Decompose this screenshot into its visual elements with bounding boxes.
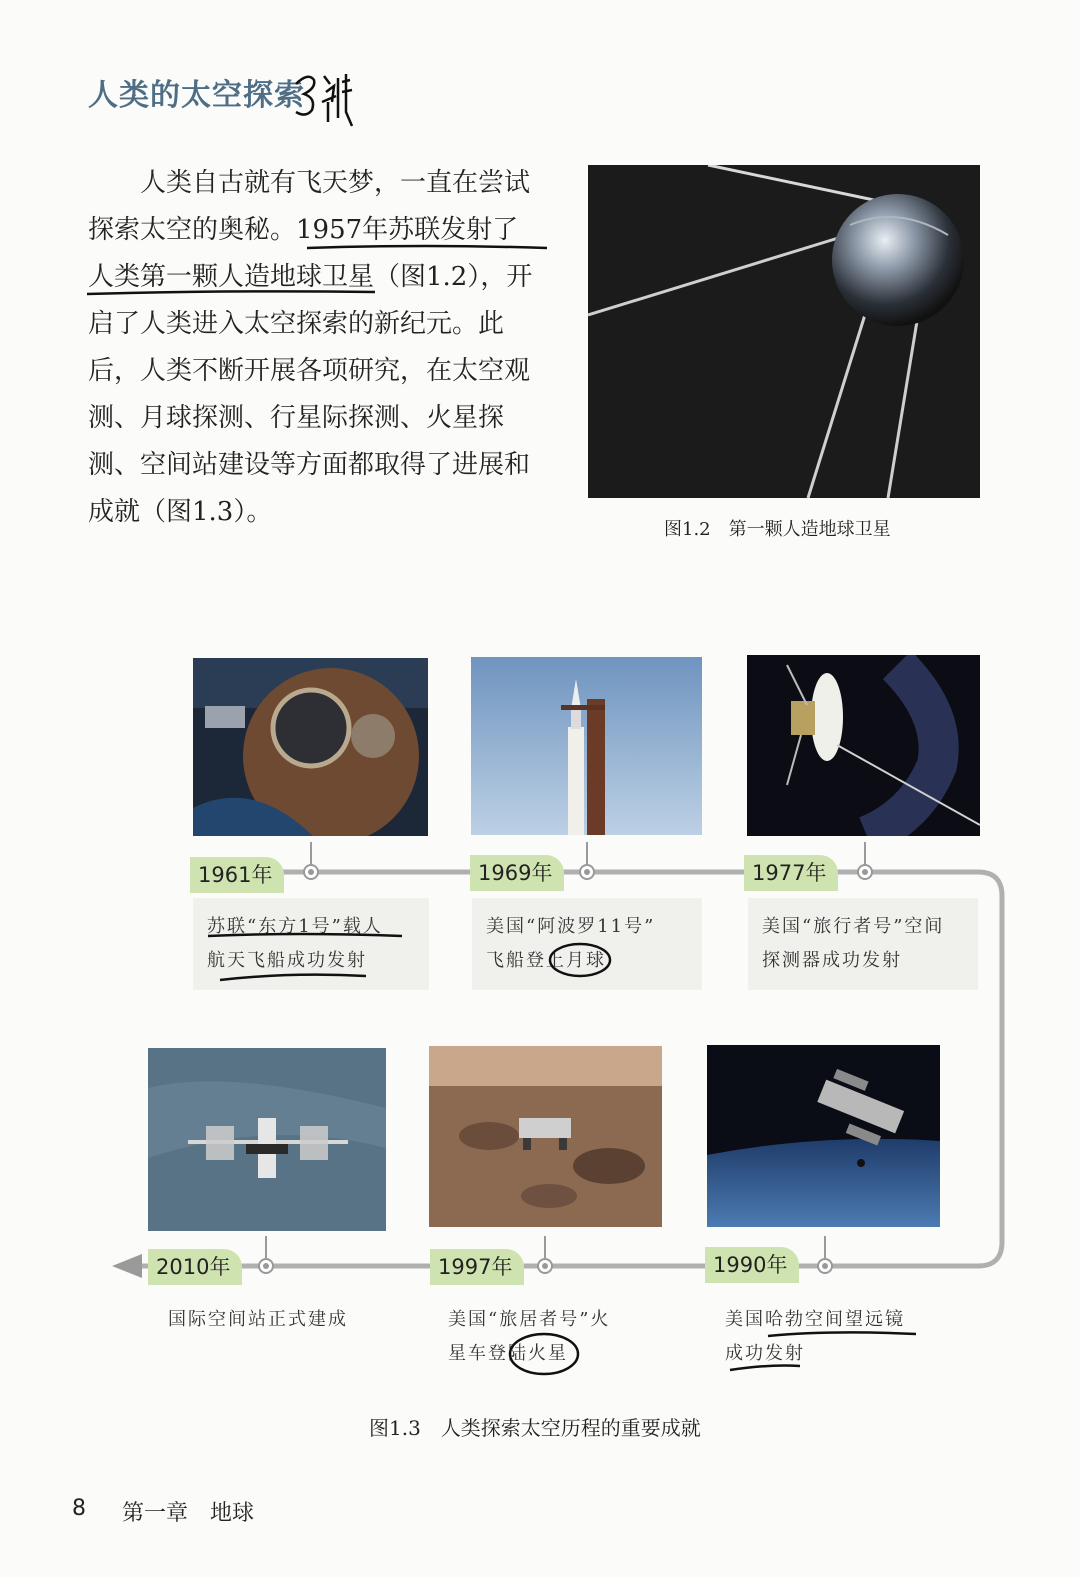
- event-text-line: 苏联“东方1号”载人: [207, 916, 383, 937]
- event-text-line: 飞船登上月球: [486, 950, 606, 971]
- handwritten-note: [290, 62, 370, 130]
- event-text-line: 国际空间站正式建成: [168, 1309, 348, 1330]
- page-number: 8: [72, 1496, 86, 1521]
- paragraph-line: 测、空间站建设等方面都取得了进展和: [88, 450, 531, 480]
- year-tag: 1997年: [430, 1249, 524, 1285]
- event-text-line: 美国“阿波罗11号”: [486, 916, 656, 937]
- year-tag: 1990年: [705, 1247, 799, 1283]
- handwritten-underline: [85, 240, 555, 300]
- timeline-node: [303, 864, 319, 880]
- timeline-node: [857, 864, 873, 880]
- chapter-title: 第一章 地球: [122, 1501, 255, 1526]
- event-text-line: 成功发射: [725, 1343, 805, 1364]
- timeline-stem: [864, 842, 866, 864]
- intro-paragraph: [88, 160, 548, 536]
- event-text-line: 美国“旅行者号”空间: [762, 916, 945, 937]
- section-heading: 人类的太空探索: [88, 78, 305, 113]
- voyager-photo: [747, 655, 980, 836]
- paragraph-line: 启了人类进入太空探索的新纪元。此: [88, 309, 505, 339]
- event-text-line: 美国哈勃空间望远镜: [725, 1309, 905, 1330]
- year-tag: 1977年: [744, 855, 838, 891]
- paragraph-line: 后，人类不断开展各项研究，在太空观: [88, 356, 531, 386]
- paragraph-line: 测、月球探测、行星际探测、火星探: [88, 403, 505, 433]
- paragraph-line: 探索太空的奥秘。1957年苏联发射了: [88, 215, 519, 245]
- paragraph-line: 成就（图1.3）。: [88, 497, 273, 527]
- figure-1-3-caption: 图1.3 人类探索太空历程的重要成就: [369, 1416, 701, 1440]
- vostok-photo: [193, 658, 428, 836]
- timeline-node: [579, 864, 595, 880]
- year-tag: 2010年: [148, 1249, 242, 1285]
- apollo-rocket-photo: [471, 657, 702, 835]
- paragraph-line: 人类自古就有飞天梦，一直在尝试: [140, 168, 531, 198]
- paragraph-line: 人类第一颗人造地球卫星（图1.2），开: [88, 262, 533, 292]
- year-tag: 1961年: [190, 857, 284, 893]
- handwritten-annotations: [190, 930, 990, 1380]
- year-tag: 1969年: [470, 855, 564, 891]
- event-text-line: 美国“旅居者号”火: [448, 1309, 611, 1330]
- event-text-line: 航天飞船成功发射: [207, 950, 367, 971]
- event-text-line: 探测器成功发射: [762, 950, 902, 971]
- timeline-stem: [586, 842, 588, 864]
- event-text-line: 星车登陆火星: [448, 1343, 568, 1364]
- timeline-stem: [310, 842, 312, 864]
- figure-1-2-caption: 图1.2 第一颗人造地球卫星: [664, 519, 891, 540]
- sputnik-photo: [588, 165, 980, 498]
